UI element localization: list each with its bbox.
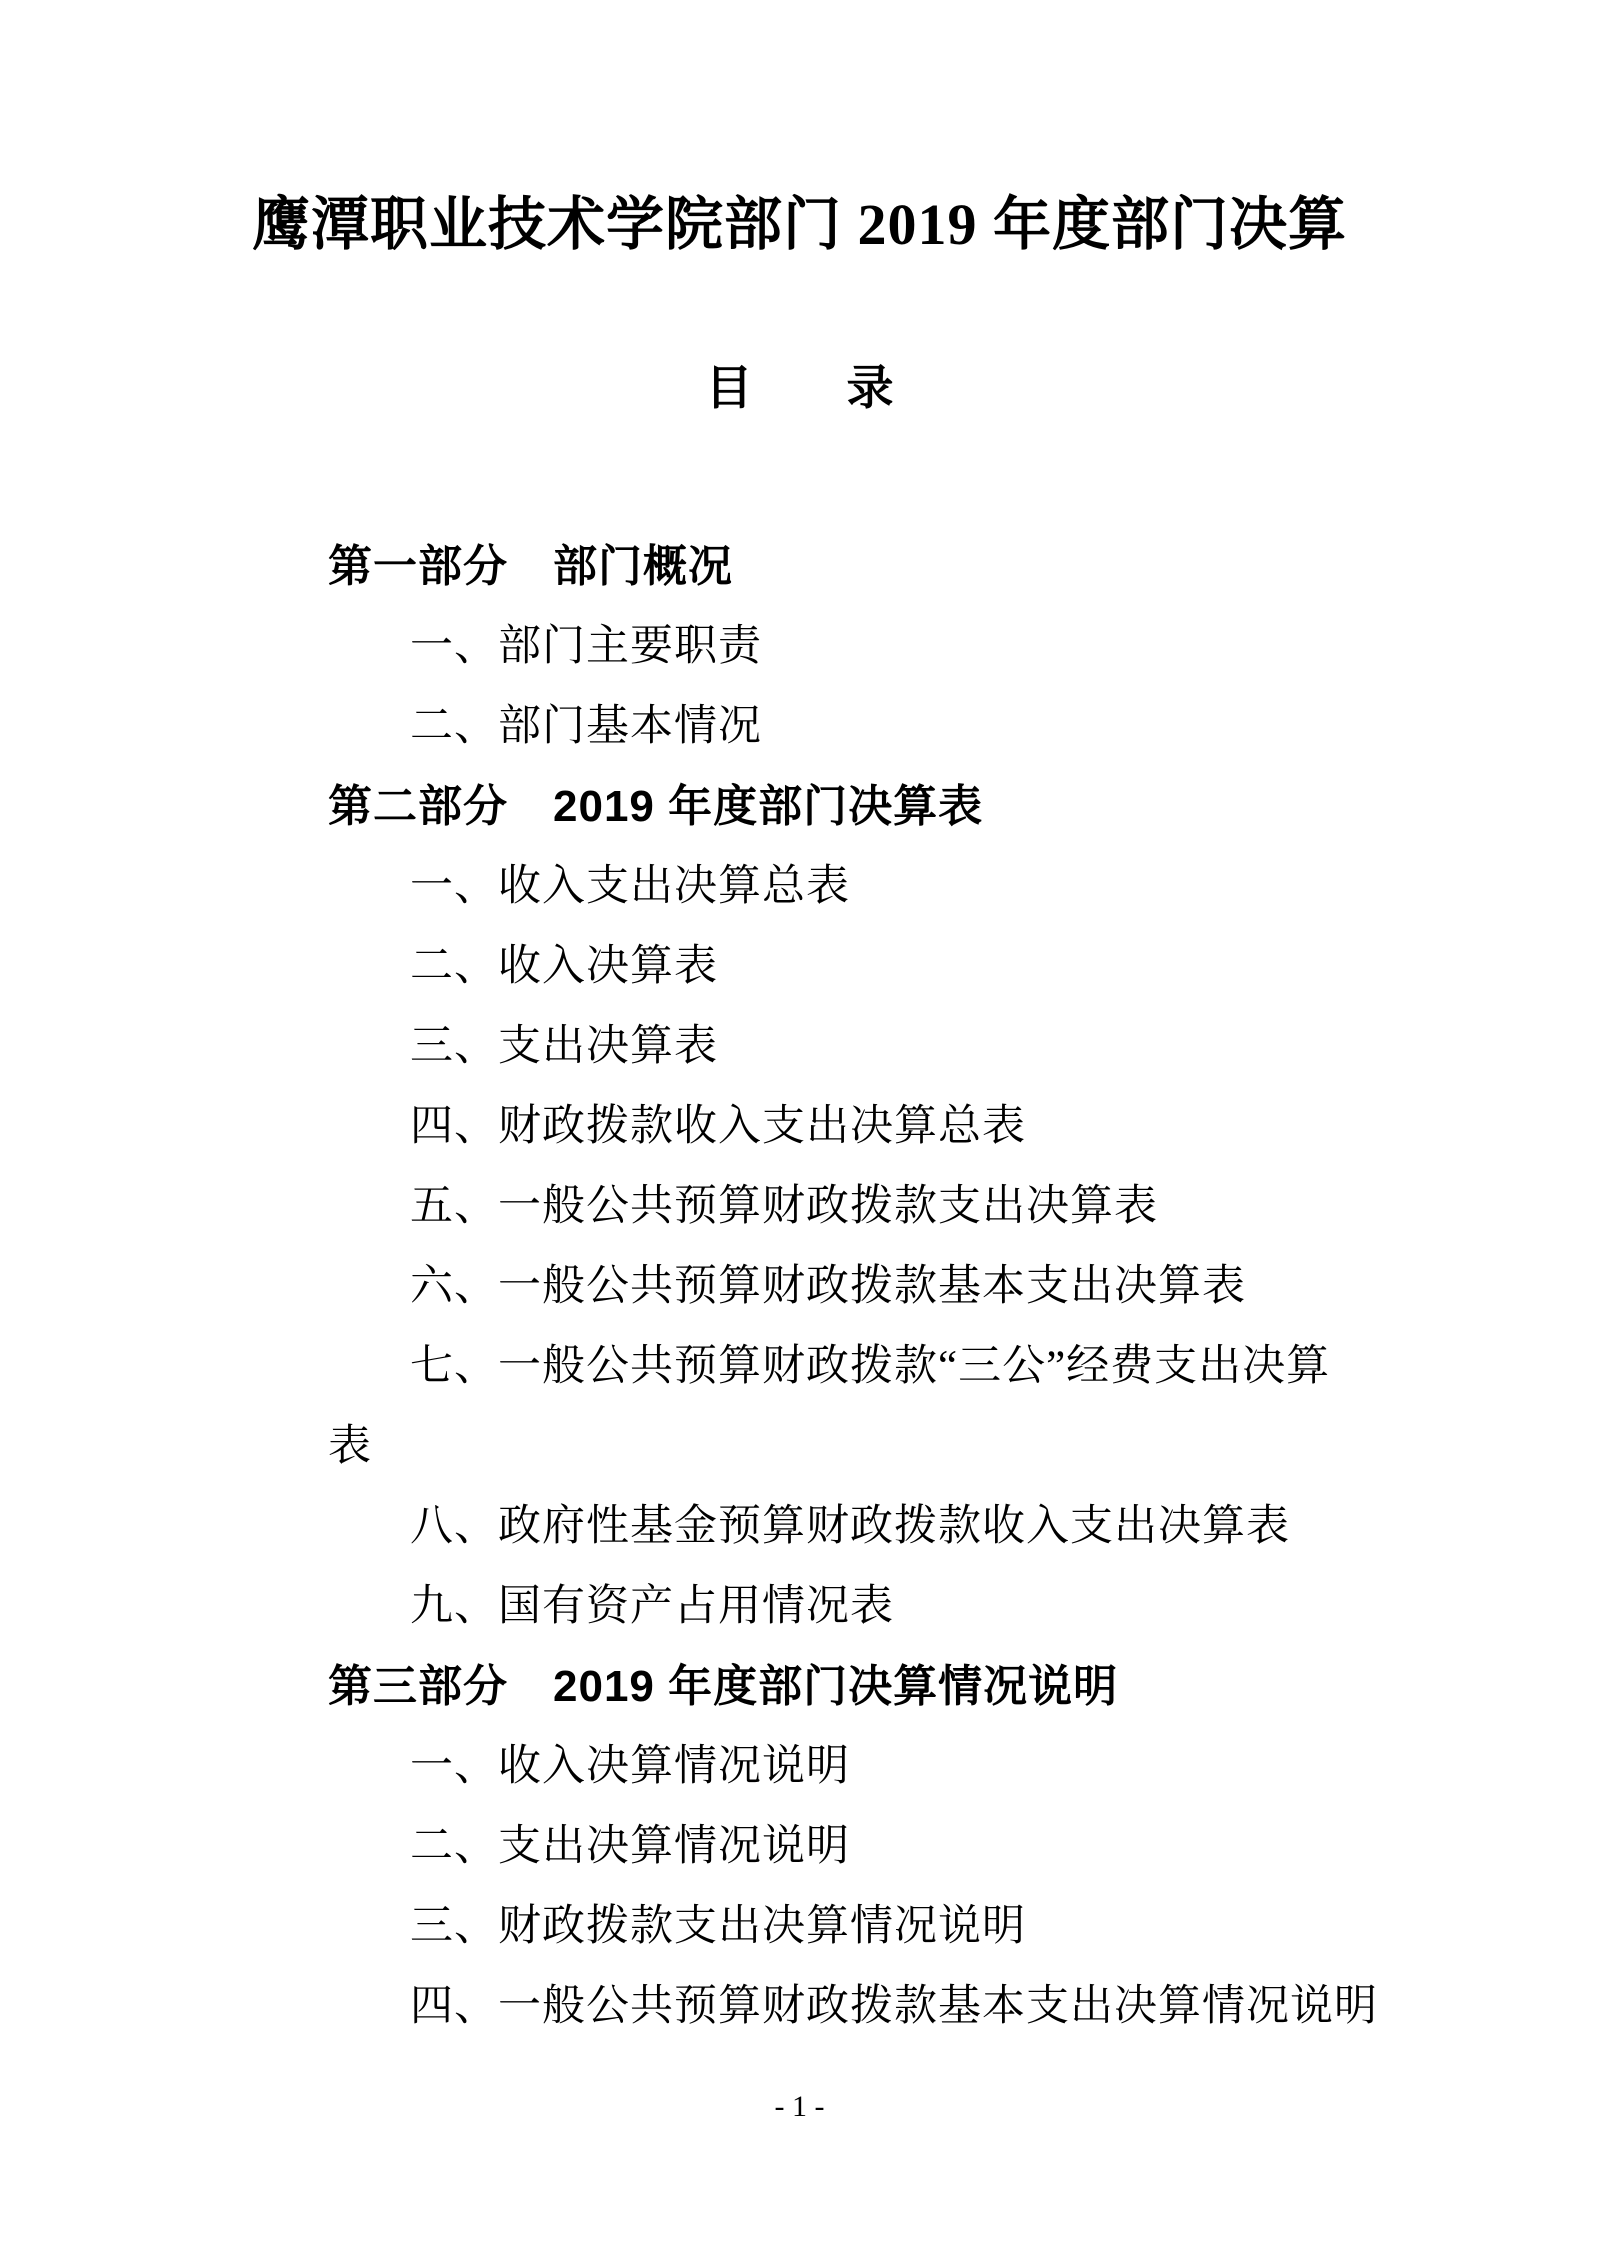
toc-entry: 三、支出决算表 <box>410 1023 718 1070</box>
toc-entry: 八、政府性基金预算财政拨款收入支出决算表 <box>410 1503 1290 1550</box>
toc-list <box>0 527 1599 2047</box>
toc-entry: 一、收入支出决算总表 <box>410 863 850 910</box>
toc-entry: 二、收入决算表 <box>410 943 718 990</box>
toc-section-part2: 第二部分 2019 年度部门决算表 <box>328 782 984 831</box>
toc-entry: 一、部门主要职责 <box>410 623 762 670</box>
toc-section-part3: 第三部分 2019 年度部门决算情况说明 <box>328 1662 1119 1711</box>
toc-entry: 四、一般公共预算财政拨款基本支出决算情况说明 <box>410 1983 1378 2030</box>
toc-entry: 七、一般公共预算财政拨款“三公”经费支出决算 <box>410 1343 1331 1390</box>
toc-entry: 五、一般公共预算财政拨款支出决算表 <box>410 1183 1158 1230</box>
toc-entry: 二、支出决算情况说明 <box>410 1823 850 1870</box>
toc-entry: 四、财政拨款收入支出决算总表 <box>410 1103 1026 1150</box>
toc-entry: 二、部门基本情况 <box>410 703 762 750</box>
document-title: 鹰潭职业技术学院部门 2019 年度部门决算 <box>251 192 1347 257</box>
toc-entry: 一、收入决算情况说明 <box>410 1743 850 1790</box>
toc-entry: 九、国有资产占用情况表 <box>410 1583 894 1630</box>
toc-entry: 六、一般公共预算财政拨款基本支出决算表 <box>410 1263 1246 1310</box>
page-number: - 1 - <box>774 2090 825 2123</box>
toc-heading: 目 录 <box>705 363 894 415</box>
toc-entry-wrapped: 表 <box>328 1423 372 1470</box>
toc-entry: 三、财政拨款支出决算情况说明 <box>410 1903 1026 1950</box>
toc-section-part1: 第一部分 部门概况 <box>328 542 733 591</box>
